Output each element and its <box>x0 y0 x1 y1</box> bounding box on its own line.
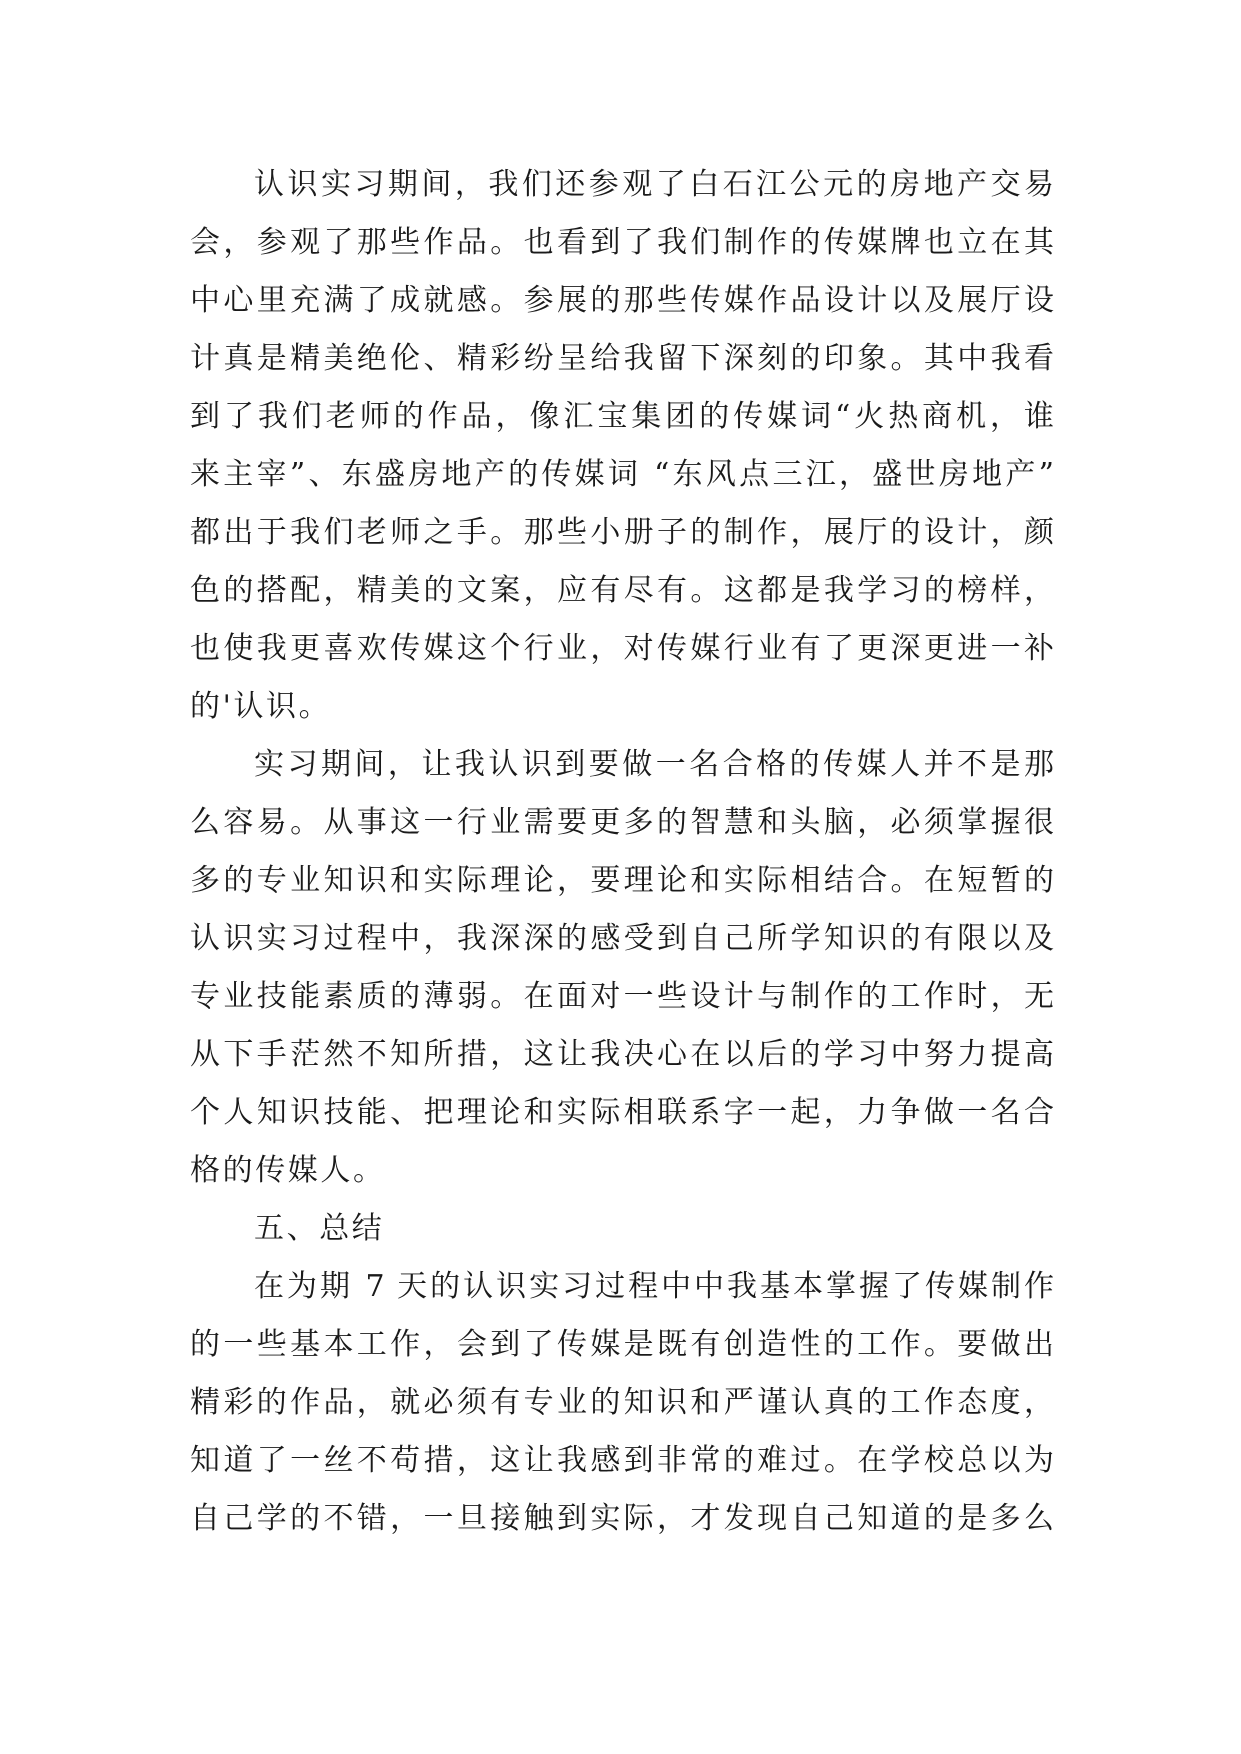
text-line: 也使我更喜欢传媒这个行业，对传媒行业有了更深更进一补 <box>190 631 1054 666</box>
text-line: 多的专业知识和实际理论，要理论和实际相结合。在短暂的 <box>190 863 1054 898</box>
text-line: 认识实习过程中，我深深的感受到自己所学知识的有限以及 <box>190 921 1054 956</box>
text-line: 中心里充满了成就感。参展的那些传媒作品设计以及展厅设 <box>190 283 1054 318</box>
text-line: 专业技能素质的薄弱。在面对一些设计与制作的工作时，无 <box>190 979 1054 1014</box>
text-line: 认识实习期间，我们还参观了白石江公元的房地产交易 <box>254 167 1054 202</box>
text-line: 知道了一丝不苟措，这让我感到非常的难过。在学校总以为 <box>190 1443 1054 1478</box>
paragraph-internship-reflection <box>190 736 1054 1200</box>
text-line: 来主宰”、东盛房地产的传媒词 “东风点三江，盛世房地产” <box>190 457 1054 492</box>
section-heading-summary <box>190 1200 1054 1258</box>
text-line: 个人知识技能、把理论和实际相联系字一起，力争做一名合 <box>190 1095 1054 1130</box>
text-line: 五、总结 <box>254 1211 385 1246</box>
text-line: 自己学的不错，一旦接触到实际，才发现自己知道的是多么 <box>190 1501 1054 1536</box>
text-line: 色的搭配，精美的文案，应有尽有。这都是我学习的榜样， <box>190 573 1054 608</box>
text-line: 会，参观了那些作品。也看到了我们制作的传媒牌也立在其 <box>190 225 1054 260</box>
paragraph-summary <box>190 1258 1054 1548</box>
text-line: 实习期间，让我认识到要做一名合格的传媒人并不是那 <box>254 747 1054 782</box>
text-line: 精彩的作品，就必须有专业的知识和严谨认真的工作态度， <box>190 1385 1054 1420</box>
text-line: 到了我们老师的作品，像汇宝集团的传媒词“火热商机，谁 <box>190 399 1054 434</box>
text-line: 格的传媒人。 <box>190 1153 386 1188</box>
text-line: 从下手茫然不知所措，这让我决心在以后的学习中努力提高 <box>190 1037 1054 1072</box>
text-line: 的一些基本工作，会到了传媒是既有创造性的工作。要做出 <box>190 1327 1054 1362</box>
text-line: 么容易。从事这一行业需要更多的智慧和头脑，必须掌握很 <box>190 805 1054 840</box>
paragraph-exhibition-visit <box>190 156 1054 736</box>
document-page <box>190 156 1054 1548</box>
text-line: 的'认识。 <box>190 689 332 724</box>
text-line: 计真是精美绝伦、精彩纷呈给我留下深刻的印象。其中我看 <box>190 341 1054 376</box>
text-line: 都出于我们老师之手。那些小册子的制作，展厅的设计，颜 <box>190 515 1054 550</box>
text-line: 在为期 7 天的认识实习过程中中我基本掌握了传媒制作 <box>254 1269 1054 1304</box>
